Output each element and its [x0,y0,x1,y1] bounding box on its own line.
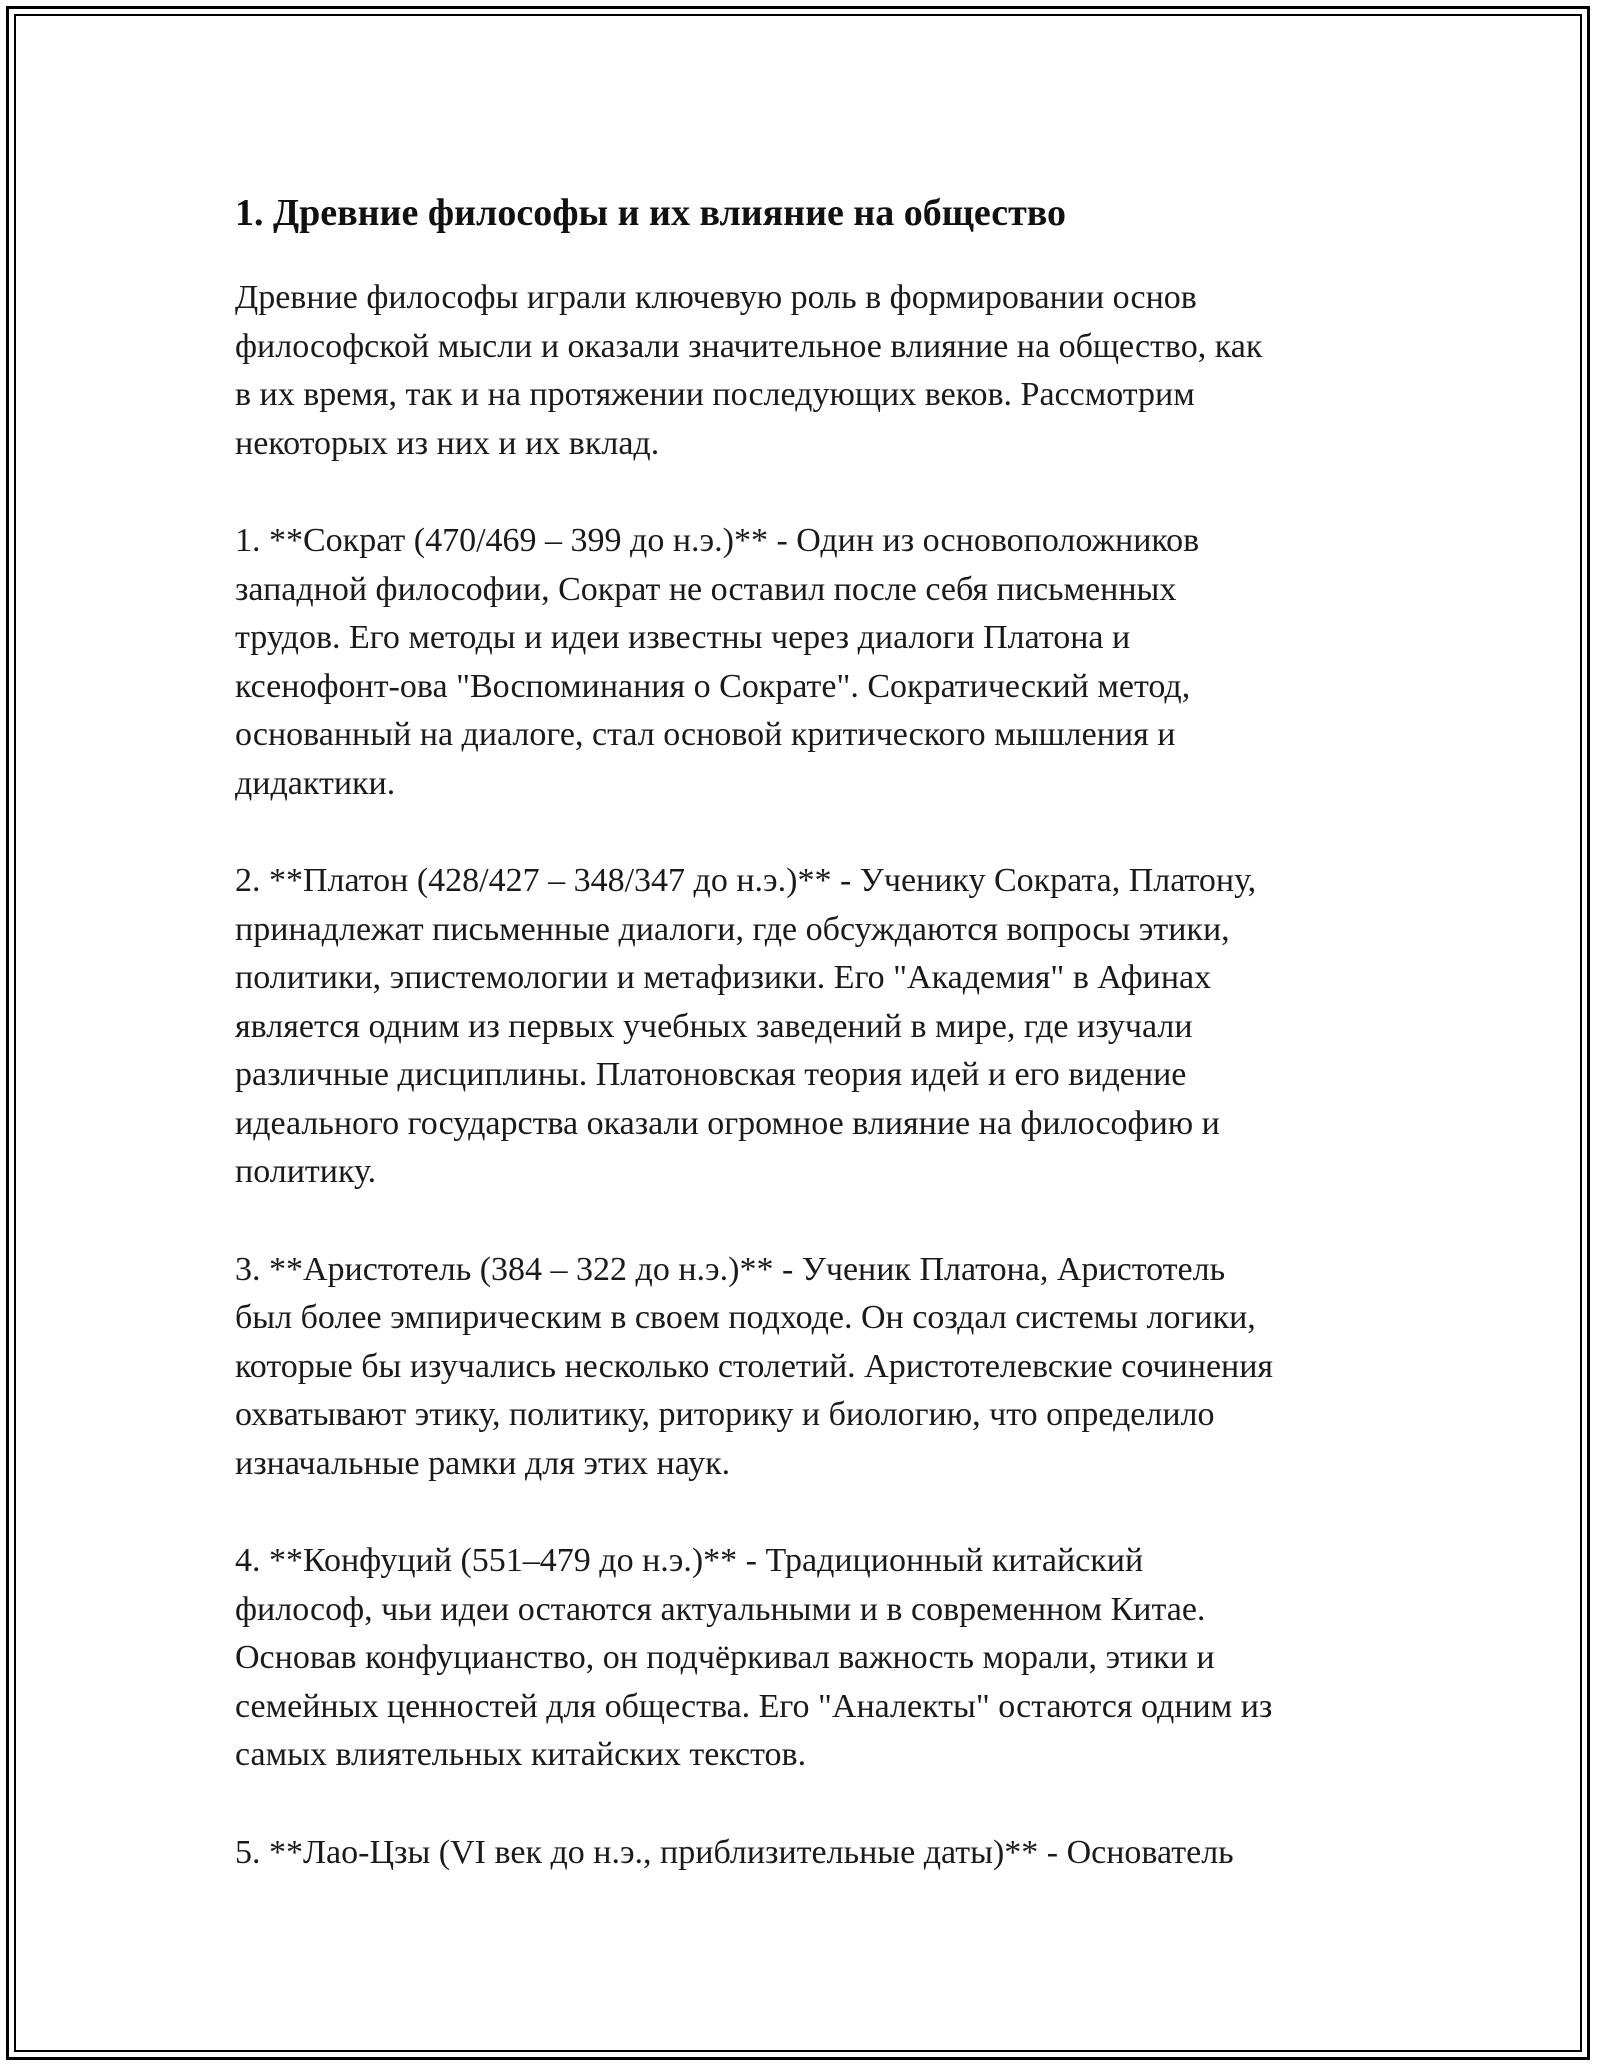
list-item-laozi: 5. **Лао-Цзы (VI век до н.э., приблизительные даты)** - Основатель [235,1833,1234,1871]
intro-paragraph: Древние философы играли ключевую роль в формировании основ философской мысли и оказали значительное влияние на общество, как в их время, так и на протяжении последующих веков. Рассмотрим некоторых из них и их вклад. [235,279,1263,462]
document-body [235,180,1385,1926]
document-title: 1. Древние философы и их влияние на общество [235,192,1066,234]
list-item-socrates: 1. **Сократ (470/469 – 399 до н.э.)** - Один из основоположников западной философии, Сократ не оставил после себя письменных трудов. Его методы и идеи известны через диалоги Платона и ксенофонт-ова "Воспоминания о Сократе". Сократический метод, основанный на диалоге, стал основой критического мышления и дидактики. [235,522,1200,802]
list-item-aristotle: 3. **Аристотель (384 – 322 до н.э.)** - Ученик Платона, Аристотель был более эмпирическим в своем подходе. Он создал системы логики, которые бы изучались несколько столетий. Аристотелевские сочинения охватывают этику, политику, риторику и биологию, что определило изначальные рамки для этих наук. [235,1250,1274,1482]
list-item-plato: 2. **Платон (428/427 – 348/347 до н.э.)** - Ученику Сократа, Платону, принадлежат письменные диалоги, где обсуждаются вопросы этики, политики, эпистемологии и метафизики. Его "Академия" в Афинах является одним из первых учебных заведений в мире, где изучали различные дисциплины. Платоновская теория идей и его видение идеального государства оказали огромное влияние на философию и политику. [235,862,1257,1190]
list-item-confucius: 4. **Конфуций (551–479 до н.э.)** - Традиционный китайский философ, чьи идеи остаются актуальными и в современном Китае. Основав конфуцианство, он подчёркивал важность морали, этики и семейных ценностей для общества. Его "Аналекты" остаются одним из самых влиятельных китайских текстов. [235,1542,1273,1773]
